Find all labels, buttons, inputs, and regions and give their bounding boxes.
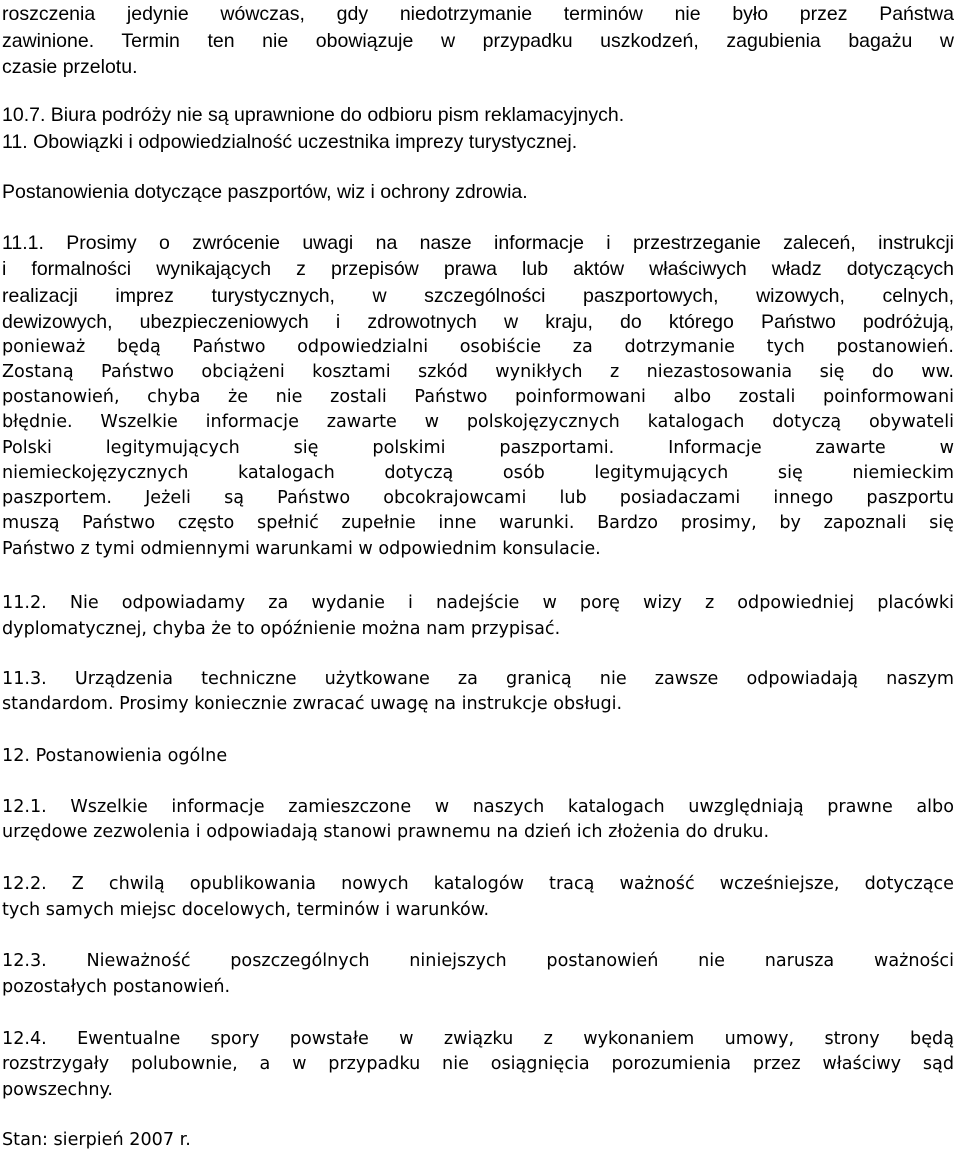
text-line: pozostałych postanowień. — [2, 977, 231, 997]
section-heading: 12. Postanowienia ogólne — [2, 746, 228, 766]
text-line: roszczenia jedynie wówczas, gdy niedotrzymanie terminów nie było przez Państwa — [2, 3, 954, 25]
text-line: tych samych miejsc docelowych, terminów i warunków. — [2, 900, 490, 920]
document-date: Stan: sierpień 2007 r. — [2, 1130, 191, 1150]
text-line: Państwo z tymi odmiennymi warunkami w odpowiednim konsulacie. — [2, 539, 601, 559]
text-line: rozstrzygały polubownie, a w przypadku nie osiągnięcia porozumienia przez właściwy sąd — [2, 1054, 954, 1074]
text-line: dewizowych, ubezpieczeniowych i zdrowotnych w kraju, do którego Państwo podróżują, — [2, 311, 954, 333]
text-line: 12.4. Ewentualne spory powstałe w związku z wykonaniem umowy, strony będą — [2, 1029, 954, 1049]
text-line: czasie przelotu. — [2, 56, 138, 78]
text-line: Polski legitymujących się polskimi paszportami. Informacje zawarte w — [2, 438, 954, 458]
text-line: realizacji imprez turystycznych, w szczególności paszportowych, wizowych, celnych, — [2, 285, 954, 307]
text-line: 12.1. Wszelkie informacje zamieszczone w naszych katalogach uwzględniają prawne albo — [2, 797, 954, 817]
text-line: 12.3. Nieważność poszczególnych niniejszych postanowień nie narusza ważności — [2, 951, 954, 971]
text-line: 12.2. Z chwilą opublikowania nowych katalogów tracą ważność wcześniejsze, dotyczące — [2, 874, 954, 894]
text-line: Zostaną Państwo obciążeni kosztami szkód wynikłych z niezastosowania się do ww. — [2, 362, 954, 382]
text-line: postanowień, chyba że nie zostali Państwo poinformowani albo zostali poinformowani — [2, 387, 954, 407]
text-line: błędnie. Wszelkie informacje zawarte w polskojęzycznych katalogach dotyczą obywateli — [2, 412, 954, 432]
text-line: 11.3. Urządzenia techniczne użytkowane za granicą nie zawsze odpowiadają naszym — [2, 669, 954, 689]
text-line: urzędowe zezwolenia i odpowiadają stanowi prawnemu na dzień ich złożenia do druku. — [2, 822, 770, 842]
text-line: standardom. Prosimy koniecznie zwracać uwagę na instrukcje obsługi. — [2, 694, 623, 714]
text-line: muszą Państwo często spełnić zupełnie inne warunki. Bardzo prosimy, by zapoznali się — [2, 513, 954, 533]
section-subheading: Postanowienia dotyczące paszportów, wiz i ochrony zdrowia. — [2, 181, 528, 203]
text-line: dyplomatycznej, chyba że to opóźnienie można nam przypisać. — [2, 619, 561, 639]
text-line: zawinione. Termin ten nie obowiązuje w przypadku uszkodzeń, zagubienia bagażu w — [2, 30, 954, 52]
text-line: 11.1. Prosimy o zwrócenie uwagi na nasze informacje i przestrzeganie zaleceń, instrukcji — [2, 232, 954, 254]
text-line: powszechny. — [2, 1080, 114, 1100]
text-line: i formalności wynikających z przepisów prawa lub aktów właściwych władz dotyczących — [2, 258, 954, 280]
text-line: niemieckojęzycznych katalogach dotyczą osób legitymujących się niemieckim — [2, 463, 954, 483]
text-line: paszportem. Jeżeli są Państwo obcokrajowcami lub posiadaczami innego paszportu — [2, 488, 954, 508]
text-line: 11.2. Nie odpowiadamy za wydanie i nadejście w porę wizy z odpowiedniej placówki — [2, 593, 954, 613]
text-line: ponieważ będą Państwo odpowiedzialni osobiście za dotrzymanie tych postanowień. — [2, 337, 954, 357]
section-item: 10.7. Biura podróży nie są uprawnione do odbioru pism reklamacyjnych. — [2, 104, 625, 126]
section-heading: 11. Obowiązki i odpowiedzialność uczestnika imprezy turystycznej. — [2, 131, 578, 153]
